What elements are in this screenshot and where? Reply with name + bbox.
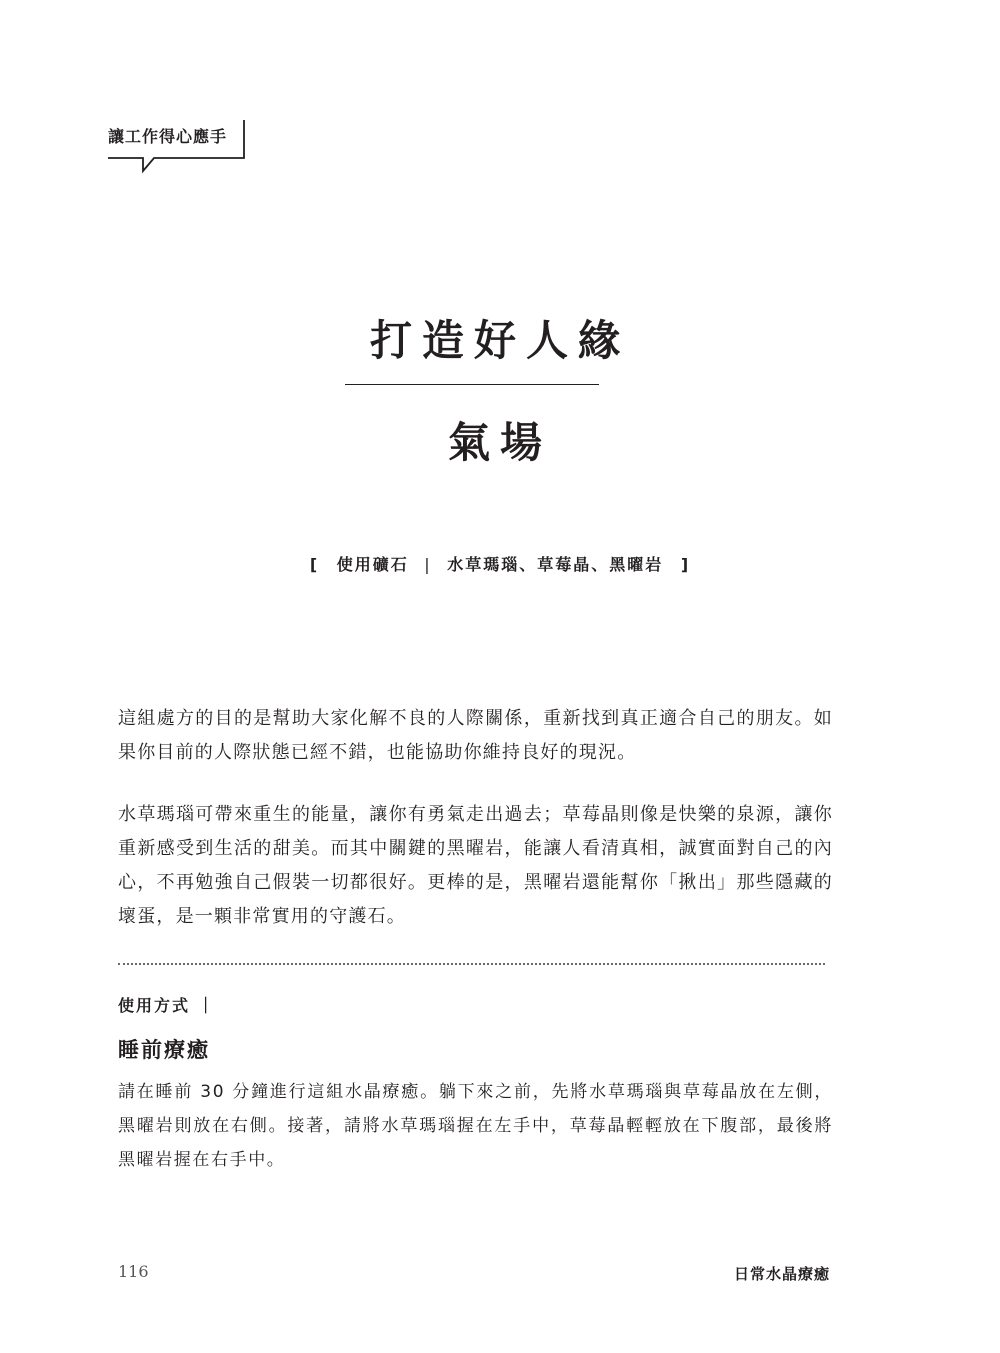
section-tag-label: 讓工作得心應手 bbox=[108, 127, 228, 146]
method-title: 睡前療癒 bbox=[118, 1038, 210, 1062]
bracket-close: ] bbox=[680, 555, 691, 574]
method-label: 使用方式 ｜ bbox=[118, 996, 216, 1015]
dotted-divider bbox=[118, 963, 825, 965]
method-paragraph: 請在睡前 30 分鐘進行這組水晶療癒。躺下來之前，先將水草瑪瑙與草莓晶放在左側，黑曜岩則放在右側。接著，請將水草瑪瑙握在左手中，草莓晶輕輕放在下腹部，最後將黑曜岩握在右手中。 bbox=[118, 1082, 833, 1170]
stones-used bbox=[0, 552, 1000, 575]
page-subtitle: 氣場 bbox=[447, 418, 552, 467]
stones-separator: | bbox=[424, 555, 432, 574]
page-number: 116 bbox=[118, 1262, 149, 1281]
intro-paragraph: 這組處方的目的是幫助大家化解不良的人際關係，重新找到真正適合自己的朋友。如果你目前的人際狀態已經不錯，也能協助你維持良好的現況。 bbox=[118, 708, 833, 763]
stones-description-paragraph: 水草瑪瑙可帶來重生的能量，讓你有勇氣走出過去；草莓晶則像是快樂的泉源，讓你重新感受到生活的甜美。而其中關鍵的黑曜岩，能讓人看清真相，誠實面對自己的內心，不再勉強自己假裝一切都很好。更棒的是，黑曜岩還能幫你「揪出」那些隱藏的壞蛋，是一顆非常實用的守護石。 bbox=[118, 804, 833, 927]
title-divider bbox=[345, 384, 599, 385]
running-footer-book-title: 日常水晶療癒 bbox=[733, 1265, 830, 1283]
page-title: 打造好人緣 bbox=[369, 316, 630, 365]
section-tag bbox=[106, 118, 246, 176]
stones-list: 水草瑪瑙、草莓晶、黑曜岩 bbox=[447, 555, 664, 574]
stones-label: 使用礦石 bbox=[336, 555, 409, 574]
bracket-open: [ bbox=[309, 555, 320, 574]
